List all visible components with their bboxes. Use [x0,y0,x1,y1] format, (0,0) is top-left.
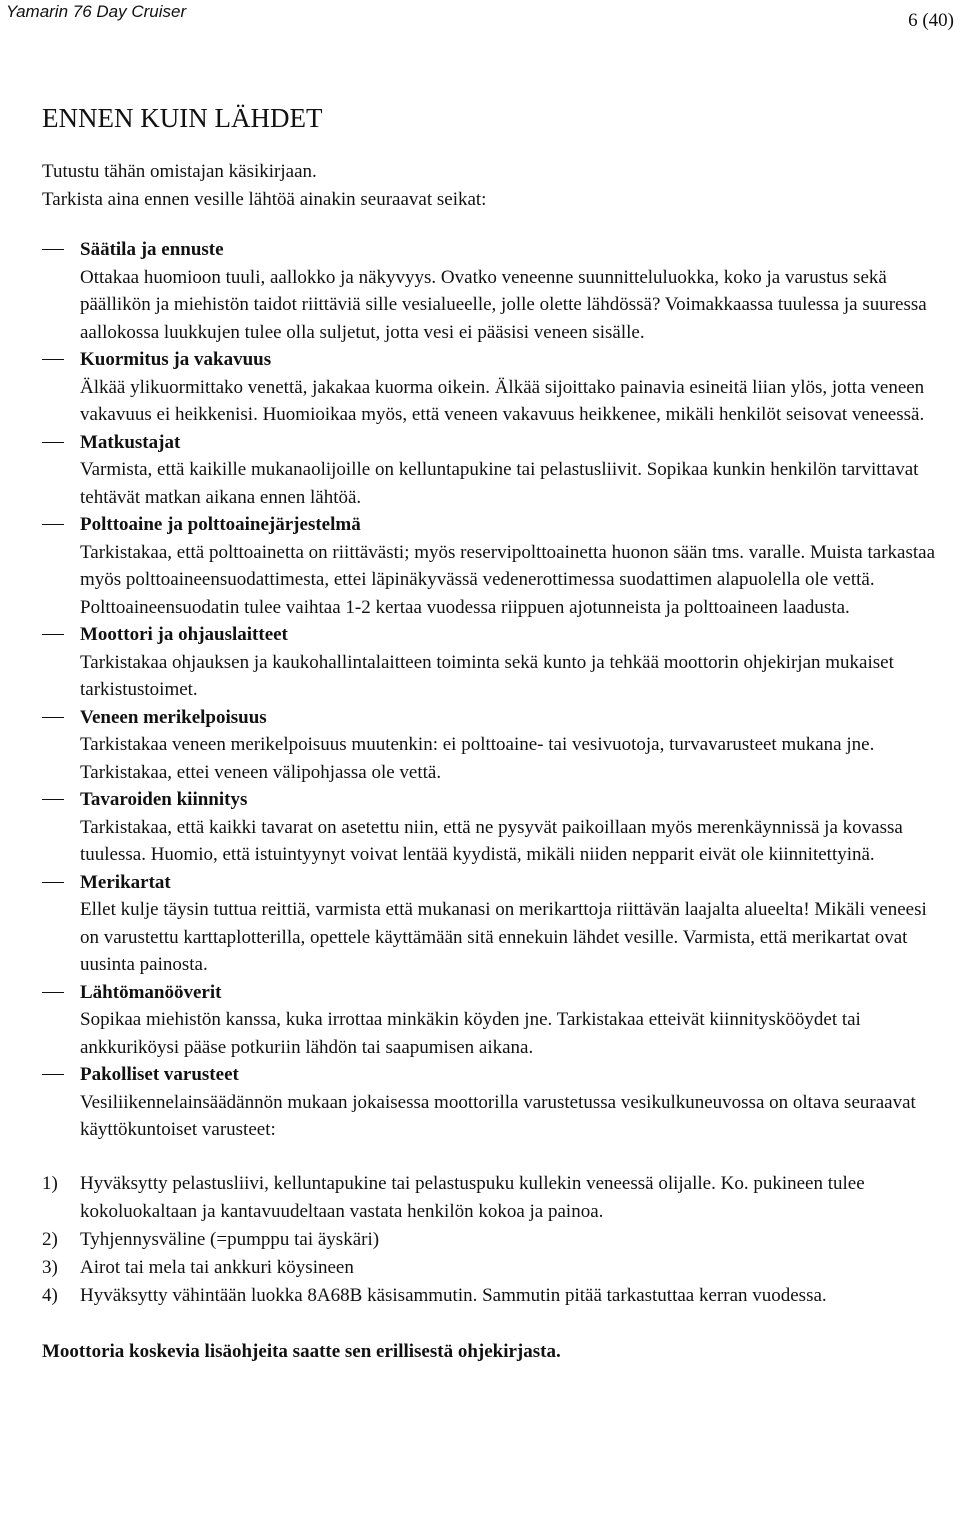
dash-bullet-icon [42,882,64,883]
dash-bullet-icon [42,524,64,525]
dash-bullet-icon [42,442,64,443]
document-name: Yamarin 76 Day Cruiser [6,2,187,21]
equipment-number: 4) [42,1284,58,1306]
dash-bullet-icon [42,717,64,718]
checklist-item-body: Vesiliikennelainsäädännön mukaan jokaisessa moottorilla varustetussa vesikulkuneuvossa on oltava seuraavat käyttökuntoiset varusteet: [80,1091,916,1140]
checklist-item [42,704,947,787]
checklist-item-body: Tarkistakaa veneen merikelpoisuus muutenkin: ei polttoaine- tai vesivuotoja, turvavarusteet mukana jne. Tarkistakaa, ettei veneen välipohjassa ole vettä. [80,734,875,783]
equipment-text: Tyhjennysväline (=pumppu tai äyskäri) [80,1228,380,1250]
dash-bullet-icon [42,634,64,635]
checklist-item-title: Säätila ja ennuste [80,239,224,260]
equipment-text: Airot tai mela tai ankkuri köysineen [80,1256,354,1278]
final-note: Moottoria koskevia lisäohjeita saatte sen erillisestä ohjekirjasta. [42,1340,561,1362]
checklist-item-title: Kuormitus ja vakavuus [80,349,272,370]
checklist-item-body: Sopikaa miehistön kanssa, kuka irrottaa minkäkin köyden jne. Tarkistakaa etteivät kiinnityskööydet tai ankkuriköysi pääse potkuriin lähdön tai saapumisen aikana. [80,1009,861,1058]
dash-bullet-icon [42,249,64,250]
dash-bullet-icon [42,799,64,800]
dash-bullet-icon [42,992,64,993]
checklist-item-title: Veneen merikelpoisuus [80,706,267,728]
page-title: ENNEN KUIN LÄHDET [42,103,323,133]
equipment-number: 2) [42,1228,58,1250]
equipment-item [42,1254,947,1282]
equipment-item [42,1226,947,1254]
checklist-item-body: Tarkistakaa ohjauksen ja kaukohallintalaitteen toiminta sekä kunto ja tehkää moottorin ohjekirjan mukaiset tarkistustoimet. [80,651,894,700]
checklist-item-body: Tarkistakaa, että polttoainetta on riittävästi; myös reservipolttoainetta huonon sään tms. varalle. Muista tarkastaa myös polttoaineensuodattimesta, ettei läpinäkyvässä vedenerottimessa suodattimen alapuolella ole vettä. Polttoaineensuodatin tulee vaihtaa 1-2 kertaa vuodessa riippuen ajotunneista ja polttoaineen laadusta. [80,541,935,618]
page-content [42,98,947,1366]
checklist-item-title: Pakolliset varusteet [80,1064,239,1085]
checklist-item [42,1061,947,1144]
checklist [42,236,947,1144]
checklist-item-body: Älkää ylikuormittako venettä, jakakaa kuorma oikein. Älkää sijoittako painavia esineitä liian ylös, jotta veneen vakavuus ei heikkenisi. Huomioikaa myös, että veneen vakavuus heikkenee, mikäli henkilöt seisovat veneessä. [80,376,925,425]
equipment-number: 3) [42,1256,58,1278]
checklist-item-body: Ottakaa huomioon tuuli, aallokko ja näkyvyys. Ovatko veneenne suunnitteluluokka, koko ja varustus sekä päällikön ja miehistön taidot riittäviä sille vesialueelle, jolle olette lähdössä? Voimakkaassa tuulessa ja suuressa aallokossa luukkujen tulee olla suljetut, jotta vesi ei pääsisi veneen sisälle. [80,266,927,343]
required-equipment-list [42,1170,947,1310]
checklist-item-body: Tarkistakaa, että kaikki tavarat on asetettu niin, että ne pysyvät paikoillaan myös merenkäynnissä ja kovassa tuulessa. Huomio, että istuintyynyt voivat lentää kyydistä, mikäli niiden nepparit eivät ole kiinnitettyinä. [80,816,903,865]
checklist-item-body: Varmista, että kaikille mukanaolijoille on kelluntapukine tai pelastusliivit. Sopikaa kunkin henkilön tarvittavat tehtävät matkan aikana ennen lähtöä. [80,459,919,508]
checklist-item-title: Merikartat [80,871,171,893]
equipment-number: 1) [42,1172,58,1194]
checklist-item-title: Lähtömanööverit [80,981,222,1003]
checklist-item [42,236,947,346]
checklist-item [42,621,947,704]
dash-bullet-icon [42,1074,64,1075]
checklist-item-title: Polttoaine ja polttoainejärjestelmä [80,514,361,535]
intro-line: Tarkista aina ennen vesille lähtöä ainakin seuraavat seikat: [42,189,487,210]
checklist-item-title: Matkustajat [80,431,181,453]
intro-text [42,158,947,214]
equipment-item [42,1170,947,1226]
checklist-item [42,786,947,869]
checklist-item-title: Tavaroiden kiinnitys [80,789,248,810]
checklist-item [42,511,947,621]
checklist-item [42,979,947,1062]
checklist-item [42,346,947,429]
checklist-item-title: Moottori ja ohjauslaitteet [80,624,288,645]
equipment-text: Hyväksytty pelastusliivi, kelluntapukine tai pelastuspuku kullekin veneessä olijalle. Ko. pukineen tulee kokoluokaltaan ja kantavuudeltaan vastata henkilön kokoa ja painoa. [80,1172,865,1222]
checklist-item [42,869,947,979]
equipment-text: Hyväksytty vähintään luokka 8A68B käsisammutin. Sammutin pitää tarkastuttaa kerran vuodessa. [80,1284,827,1306]
intro-line: Tutustu tähän omistajan käsikirjaan. [42,161,317,182]
page-number: 6 (40) [908,10,954,31]
page-header [0,0,960,34]
checklist-item-body: Ellet kulje täysin tuttua reittiä, varmista että mukanasi on merikarttoja riittävän laajalta alueelta! Mikäli veneesi on varustettu karttaplotterilla, opettele käyttämään sitä ennekuin lähdet vesille. Varmista, että merikartat ovat uusinta painosta. [80,899,927,975]
checklist-item [42,429,947,512]
equipment-item [42,1282,947,1310]
dash-bullet-icon [42,359,64,360]
